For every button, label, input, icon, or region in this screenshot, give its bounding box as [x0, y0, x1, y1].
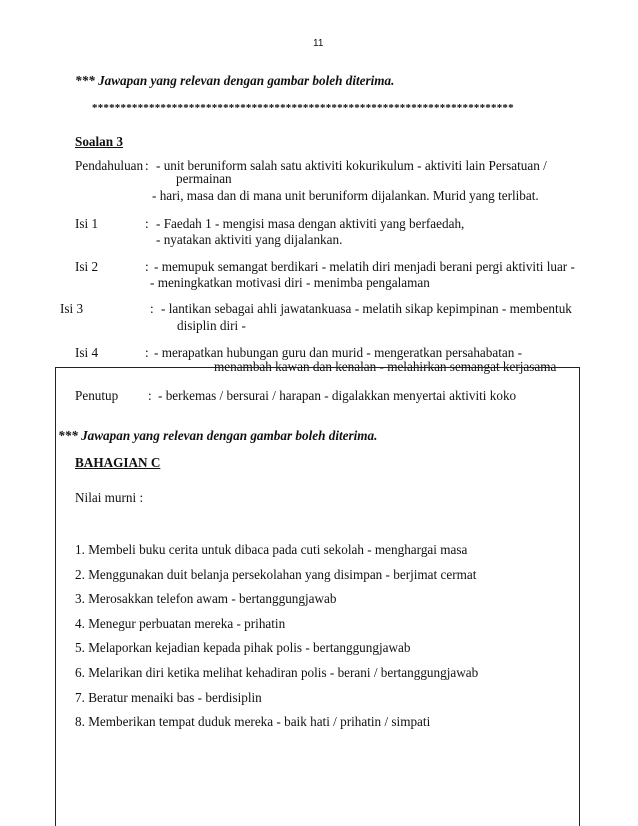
list-item: 1. Membeli buku cerita untuk dibaca pada cuti sekolah - menghargai masa — [75, 542, 468, 557]
question-title: Soalan 3 — [75, 134, 124, 149]
row-text: - Faedah 1 - mengisi masa dengan aktiviti yang berfaedah, — [156, 216, 465, 231]
row-label-isi1: Isi 1 — [75, 216, 99, 231]
row-colon: : — [145, 216, 149, 231]
row-colon: : — [145, 259, 149, 274]
row-label-isi3: Isi 3 — [60, 301, 84, 316]
list-item: 6. Melarikan diri ketika melihat kehadiran polis - berani / bertanggungjawab — [75, 665, 479, 680]
asterisk-divider: ************************************************************************** — [92, 102, 514, 114]
list-item: 2. Menggunakan duit belanja persekolahan yang disimpan - berjimat cermat — [75, 567, 477, 582]
section-title: BAHAGIAN C — [75, 455, 161, 470]
row-text: - memupuk semangat berdikari - melatih diri menjadi berani pergi aktiviti luar - — [154, 259, 575, 274]
relevant-answer-note: *** Jawapan yang relevan dengan gambar boleh diterima. — [58, 428, 378, 443]
row-text: disiplin diri - — [177, 318, 246, 333]
row-text: - berkemas / bersurai / harapan - digalakkan menyertai aktiviti koko — [158, 388, 517, 403]
row-label-isi4: Isi 4 — [75, 345, 99, 360]
list-item: 5. Melaporkan kejadian kepada pihak polis - bertanggungjawab — [75, 640, 411, 655]
row-colon: : — [148, 388, 152, 403]
row-text: - unit beruniform salah satu aktiviti kokurikulum - aktiviti lain Persatuan / — [156, 158, 547, 173]
row-text: - hari, masa dan di mana unit beruniform dijalankan. Murid yang terlibat. — [152, 188, 539, 203]
list-item: 7. Beratur menaiki bas - berdisiplin — [75, 690, 262, 705]
row-text: - merapatkan hubungan guru dan murid - mengeratkan persahabatan - — [154, 345, 523, 360]
relevant-answer-note: *** Jawapan yang relevan dengan gambar boleh diterima. — [75, 73, 395, 88]
row-text: - meningkatkan motivasi diri - menimba pengalaman — [150, 275, 430, 290]
row-text: permainan — [176, 171, 232, 186]
list-item: 8. Memberikan tempat duduk mereka - baik hati / prihatin / simpati — [75, 714, 431, 729]
row-colon: : — [150, 301, 154, 316]
list-item: 4. Menegur perbuatan mereka - prihatin — [75, 616, 286, 631]
row-text: - lantikan sebagai ahli jawatankuasa - melatih sikap kepimpinan - membentuk — [161, 301, 572, 316]
values-label: Nilai murni : — [75, 490, 144, 505]
row-colon: : — [145, 158, 149, 173]
row-label-penutup: Penutup — [75, 388, 119, 403]
row-label-pendahuluan: Pendahuluan — [75, 158, 144, 173]
page-number: 11 — [313, 38, 324, 49]
row-text: menambah kawan dan kenalan - melahirkan semangat kerjasama — [214, 359, 557, 374]
row-label-isi2: Isi 2 — [75, 259, 99, 274]
row-text: - nyatakan aktiviti yang dijalankan. — [156, 232, 343, 247]
row-colon: : — [145, 345, 149, 360]
list-item: 3. Merosakkan telefon awam - bertanggungjawab — [75, 591, 337, 606]
